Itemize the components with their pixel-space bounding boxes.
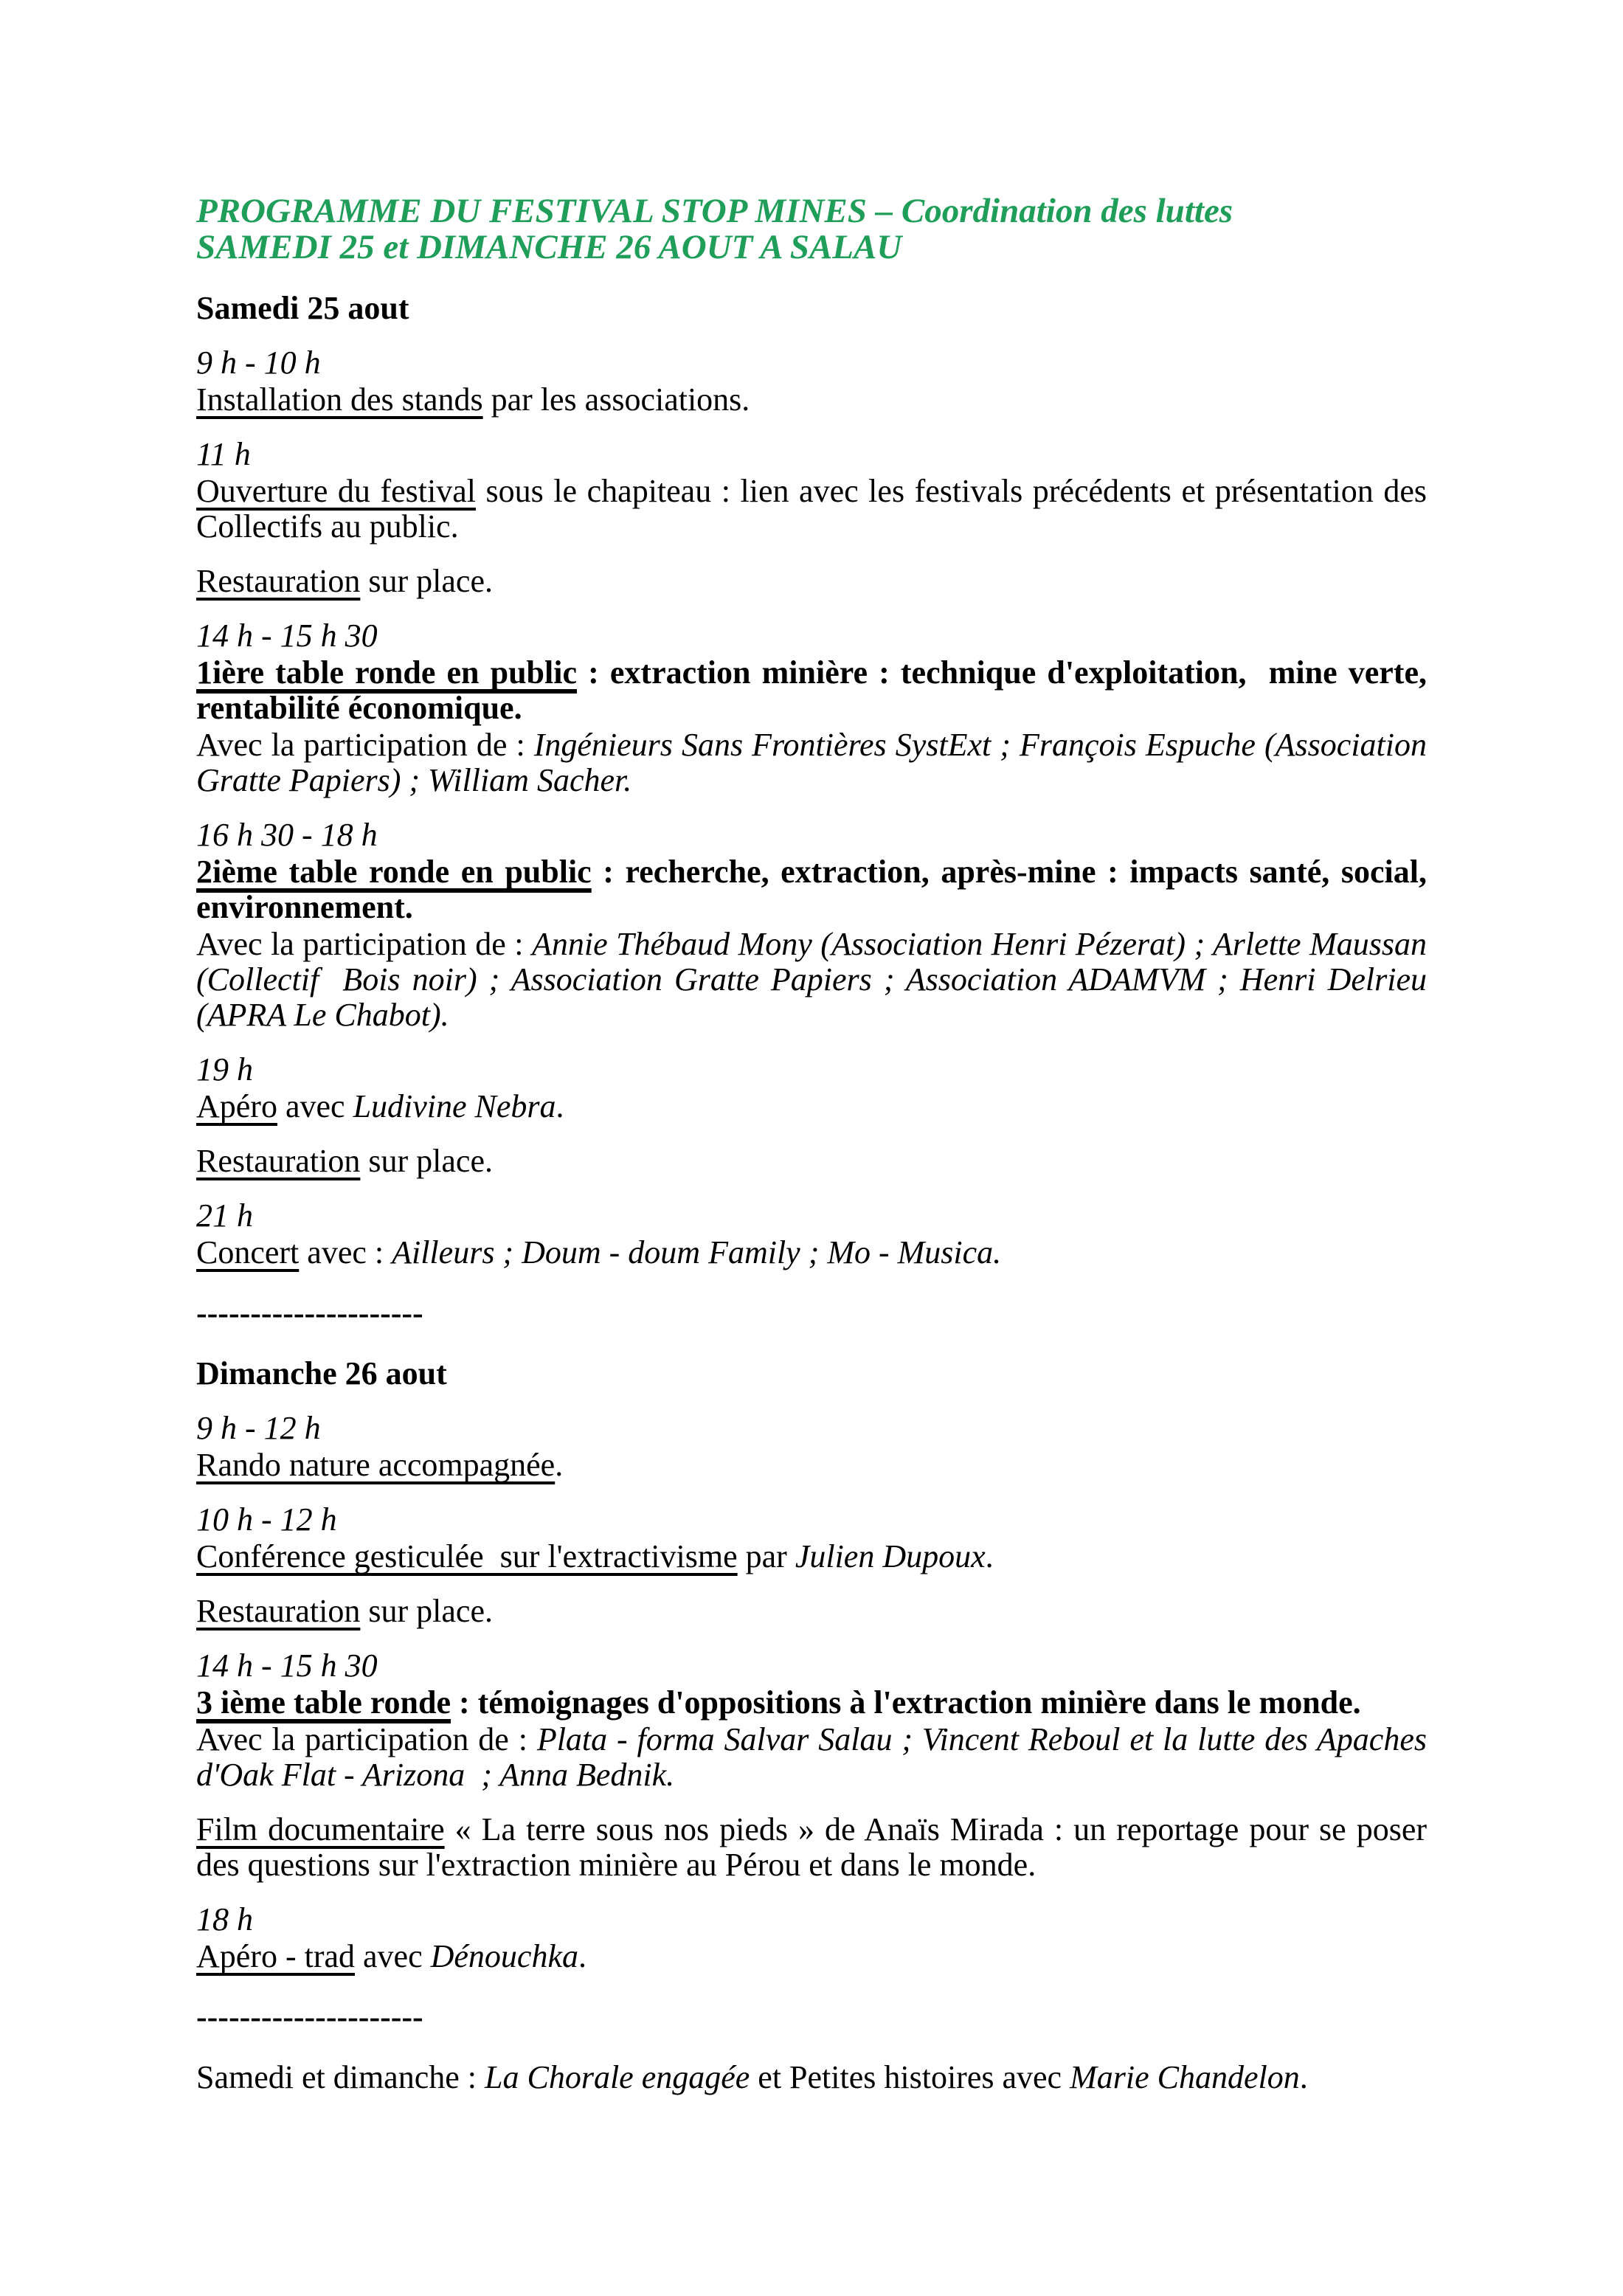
event-concert bbox=[196, 1235, 1427, 1270]
restauration-sur-place-1-text: Restauration bbox=[196, 563, 361, 599]
time-9h-10h bbox=[196, 345, 1427, 381]
separator-1-text: --------------------- bbox=[196, 1295, 423, 1331]
event-apero-trad-text: Dénouchka bbox=[430, 1938, 578, 1974]
event-film-documentaire bbox=[196, 1812, 1427, 1883]
heading-samedi-25-text: Samedi 25 aout bbox=[196, 290, 409, 326]
table-ronde-2-participants-text: Annie Thébaud Mony (Association Henri Pézerat) ; Arlette Maussan (Collectif Bois noir) ; Association Gratte Papiers ; Association ADAMVM ; Henri Delrieu (APRA Le Chabot). bbox=[196, 926, 1427, 1033]
table-ronde-1-titre-text: 1ière table ronde en public bbox=[196, 654, 577, 691]
time-21h-text: 21 h bbox=[196, 1197, 253, 1234]
event-concert-text: avec : bbox=[299, 1234, 392, 1270]
table-ronde-1-titre-text: : extraction minière : technique d'exploitation, mine verte, rentabilité économique. bbox=[196, 654, 1427, 726]
table-ronde-2-participants-text: Avec la participation de : bbox=[196, 926, 532, 962]
time-9h-12h-text: 9 h - 12 h bbox=[196, 1410, 321, 1446]
separator-2 bbox=[196, 1999, 1427, 2035]
table-ronde-3-titre bbox=[196, 1685, 1427, 1721]
event-apero bbox=[196, 1089, 1427, 1124]
document-content bbox=[196, 193, 1427, 2095]
time-10h-12h bbox=[196, 1502, 1427, 1538]
table-ronde-2-titre-text: 2ième table ronde en public bbox=[196, 854, 592, 890]
time-19h-text: 19 h bbox=[196, 1051, 253, 1088]
event-apero-text: Ludivine Nebra bbox=[353, 1088, 556, 1124]
separator-2-text: --------------------- bbox=[196, 1999, 423, 2035]
time-14h-15h30-samedi bbox=[196, 618, 1427, 654]
event-rando-nature-text: . bbox=[555, 1447, 564, 1483]
restauration-sur-place-1 bbox=[196, 564, 1427, 599]
restauration-sur-place-3 bbox=[196, 1594, 1427, 1629]
time-14h-15h30-dimanche bbox=[196, 1648, 1427, 1684]
event-installation-stands bbox=[196, 382, 1427, 418]
event-concert-text: Ailleurs ; Doum - doum Family ; Mo - Musica. bbox=[392, 1234, 1002, 1270]
event-apero-trad bbox=[196, 1939, 1427, 1974]
table-ronde-1-participants-text: Ingénieurs Sans Frontières SystExt ; François Espuche (Association Gratte Papiers) ; William Sacher. bbox=[196, 727, 1427, 798]
table-ronde-3-participants-text: Plata - forma Salvar Salau ; Vincent Reboul et la lutte des Apaches d'Oak Flat - Arizona ; Anna Bednik. bbox=[196, 1721, 1427, 1793]
footer-chorale-text: . bbox=[1299, 2059, 1308, 2095]
footer-chorale-text: Marie Chandelon bbox=[1070, 2059, 1300, 2095]
time-18h bbox=[196, 1902, 1427, 1937]
footer-chorale-text: Samedi et dimanche : bbox=[196, 2059, 485, 2095]
event-apero-trad-text: Apéro - trad bbox=[196, 1938, 356, 1974]
time-18h-text: 18 h bbox=[196, 1901, 253, 1937]
time-14h-15h30-samedi-text: 14 h - 15 h 30 bbox=[196, 618, 378, 654]
time-14h-15h30-dimanche-text: 14 h - 15 h 30 bbox=[196, 1647, 378, 1684]
restauration-sur-place-2-text: sur place. bbox=[360, 1143, 493, 1179]
time-16h30-18h bbox=[196, 817, 1427, 853]
event-ouverture-festival-text: Ouverture du festival bbox=[196, 473, 476, 509]
title-line-2 bbox=[196, 229, 1427, 266]
time-9h-10h-text: 9 h - 10 h bbox=[196, 345, 321, 381]
event-apero-text: avec bbox=[277, 1088, 353, 1124]
time-9h-12h bbox=[196, 1411, 1427, 1446]
table-ronde-1-participants bbox=[196, 727, 1427, 798]
event-concert-text: Concert bbox=[196, 1234, 300, 1270]
table-ronde-2-participants bbox=[196, 927, 1427, 1033]
event-rando-nature bbox=[196, 1448, 1427, 1483]
heading-samedi-25 bbox=[196, 291, 1427, 326]
table-ronde-1-participants-text: Avec la participation de : bbox=[196, 727, 534, 763]
time-19h bbox=[196, 1052, 1427, 1088]
event-ouverture-festival-text: sous le chapiteau : lien avec les festivals précédents et présentation des Collectifs au public. bbox=[196, 473, 1427, 544]
time-11h-text: 11 h bbox=[196, 436, 251, 472]
event-installation-stands-text: par les associations. bbox=[482, 381, 750, 418]
title-line-1 bbox=[196, 193, 1427, 229]
time-21h bbox=[196, 1198, 1427, 1234]
event-film-documentaire-text: « La terre sous nos pieds » de Anaïs Mirada : un reportage pour se poser des questions sur l'extraction minière au Pérou et dans le monde. bbox=[196, 1811, 1427, 1883]
time-11h bbox=[196, 437, 1427, 472]
table-ronde-3-participants bbox=[196, 1722, 1427, 1793]
event-installation-stands-text: Installation des stands bbox=[196, 381, 483, 418]
event-conference-gesticulee bbox=[196, 1539, 1427, 1574]
footer-chorale-text: et Petites histoires avec bbox=[750, 2059, 1070, 2095]
event-conference-gesticulee-text: Conférence gesticulée sur l'extractivisme bbox=[196, 1538, 738, 1574]
table-ronde-2-titre-text: : recherche, extraction, après-mine : impacts santé, social, environnement. bbox=[196, 854, 1427, 925]
title-line-1-text: PROGRAMME DU FESTIVAL STOP MINES – Coordination des luttes bbox=[196, 192, 1233, 230]
table-ronde-2-titre bbox=[196, 854, 1427, 925]
restauration-sur-place-2-text: Restauration bbox=[196, 1143, 361, 1179]
table-ronde-3-titre-text: 3 ième table ronde bbox=[196, 1684, 451, 1721]
title-line-2-text: SAMEDI 25 et DIMANCHE 26 AOUT A SALAU bbox=[196, 228, 902, 266]
separator-1 bbox=[196, 1296, 1427, 1331]
restauration-sur-place-3-text: sur place. bbox=[360, 1593, 493, 1629]
event-apero-text: Apéro bbox=[196, 1088, 277, 1124]
time-10h-12h-text: 10 h - 12 h bbox=[196, 1501, 337, 1538]
event-conference-gesticulee-text: Julien Dupoux bbox=[795, 1538, 986, 1574]
event-rando-nature-text: Rando nature accompagnée bbox=[196, 1447, 556, 1483]
restauration-sur-place-3-text: Restauration bbox=[196, 1593, 361, 1629]
table-ronde-3-participants-text: Avec la participation de : bbox=[196, 1721, 537, 1757]
restauration-sur-place-1-text: sur place. bbox=[360, 563, 493, 599]
restauration-sur-place-2 bbox=[196, 1144, 1427, 1179]
event-conference-gesticulee-text: . bbox=[985, 1538, 994, 1574]
event-ouverture-festival bbox=[196, 474, 1427, 544]
time-16h30-18h-text: 16 h 30 - 18 h bbox=[196, 817, 378, 853]
event-conference-gesticulee-text: par bbox=[737, 1538, 795, 1574]
event-apero-text: . bbox=[556, 1088, 564, 1124]
table-ronde-3-titre-text: : témoignages d'oppositions à l'extraction minière dans le monde. bbox=[451, 1684, 1361, 1721]
footer-chorale bbox=[196, 2060, 1427, 2095]
footer-chorale-text: La Chorale engagée bbox=[485, 2059, 750, 2095]
event-apero-trad-text: . bbox=[578, 1938, 586, 1974]
heading-dimanche-26 bbox=[196, 1356, 1427, 1391]
heading-dimanche-26-text: Dimanche 26 aout bbox=[196, 1355, 447, 1391]
event-apero-trad-text: avec bbox=[355, 1938, 431, 1974]
event-film-documentaire-text: Film documentaire bbox=[196, 1811, 445, 1847]
table-ronde-1-titre bbox=[196, 655, 1427, 726]
